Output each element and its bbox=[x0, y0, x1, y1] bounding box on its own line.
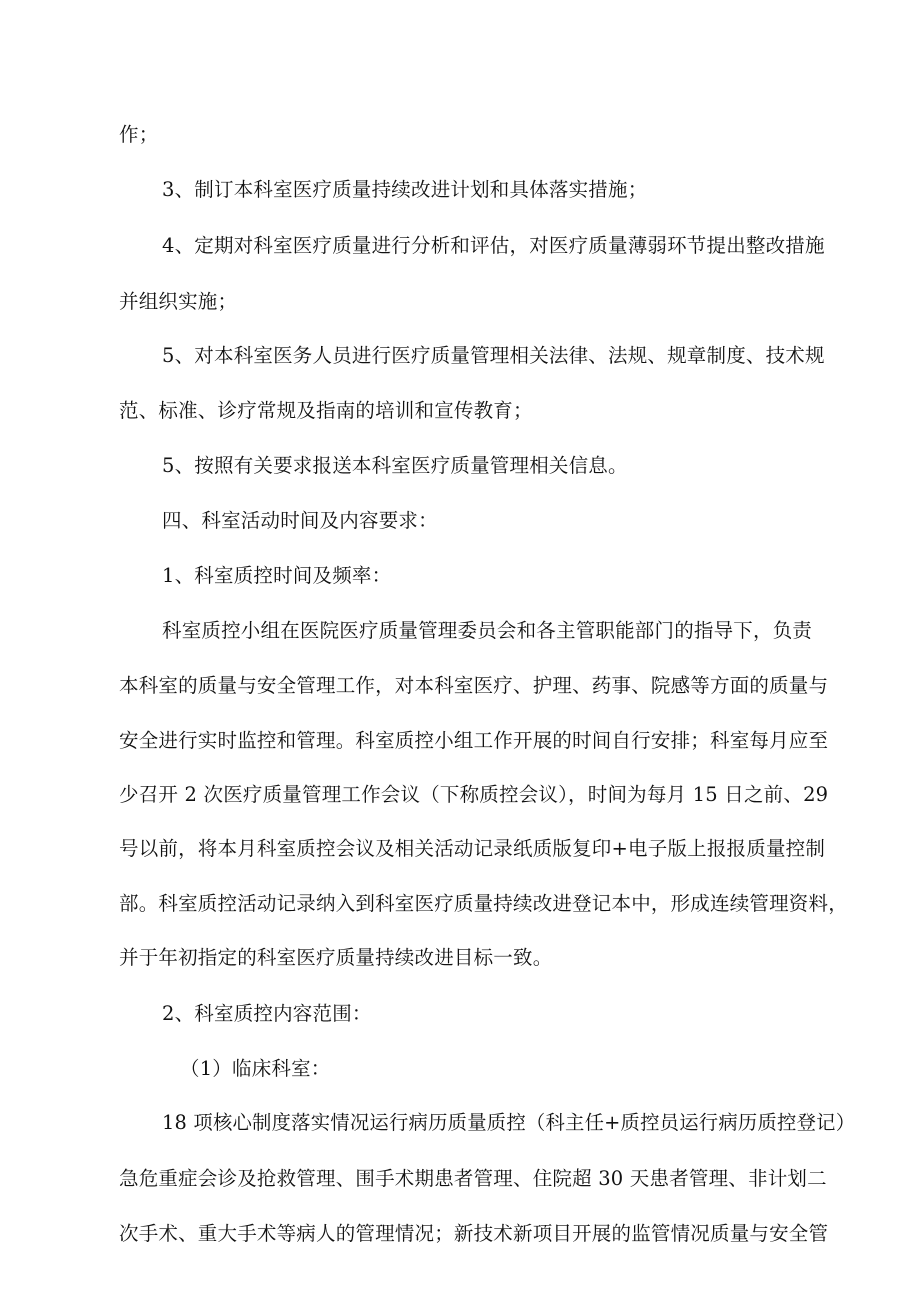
text-line-19: 18 项核心制度落实情况运行病历质量质控（科主任+质控员运行病历质控登记） bbox=[162, 1111, 856, 1134]
text-line-10: 科室质控小组在医院医疗质量管理委员会和各主管职能部门的指导下，负责 bbox=[162, 619, 813, 642]
text-line-15: 部。科室质控活动记录纳入到科室医疗质量持续改进登记本中，形成连续管理资料， bbox=[119, 892, 848, 915]
subsection-heading-3: （1）临床科室： bbox=[180, 1057, 331, 1080]
text-line-12: 安全进行实时监控和管理。科室质控小组工作开展的时间自行安排；科室每月应至 bbox=[119, 729, 829, 752]
section-heading: 四、科室活动时间及内容要求： bbox=[162, 509, 438, 532]
text-line-21: 次手术、重大手术等病人的管理情况；新技术新项目开展的监管情况质量与安全管 bbox=[119, 1222, 829, 1245]
subsection-heading-1: 1、科室质控时间及频率： bbox=[162, 564, 392, 587]
text-line-11: 本科室的质量与安全管理工作，对本科室医疗、护理、药事、院感等方面的质量与 bbox=[119, 674, 829, 697]
text-line-1: 作； bbox=[119, 123, 159, 146]
subsection-heading-2: 2、科室质控内容范围： bbox=[162, 1002, 372, 1025]
text-line-14: 号以前，将本月科室质控会议及相关活动记录纸质版复印+电子版上报报质量控制 bbox=[119, 837, 826, 860]
text-line-20: 急危重症会诊及抢救管理、围手术期患者管理、住院超 30 天患者管理、非计划二 bbox=[119, 1167, 827, 1190]
text-line-3: 4、定期对科室医疗质量进行分析和评估，对医疗质量薄弱环节提出整改措施 bbox=[162, 234, 825, 257]
text-line-16: 并于年初指定的科室医疗质量持续改进目标一致。 bbox=[119, 946, 553, 969]
text-line-13: 少召开 2 次医疗质量管理工作会议（下称质控会议），时间为每月 15 日之前、29 bbox=[119, 783, 829, 806]
text-line-5: 5、对本科室医务人员进行医疗质量管理相关法律、法规、规章制度、技术规 bbox=[162, 344, 825, 367]
text-line-2: 3、制订本科室医疗质量持续改进计划和具体落实措施； bbox=[162, 178, 648, 201]
text-line-7: 5、按照有关要求报送本科室医疗质量管理相关信息。 bbox=[162, 454, 628, 477]
text-line-6: 范、标准、诊疗常规及指南的培训和宣传教育； bbox=[119, 399, 533, 422]
text-line-4: 并组织实施； bbox=[119, 290, 238, 313]
